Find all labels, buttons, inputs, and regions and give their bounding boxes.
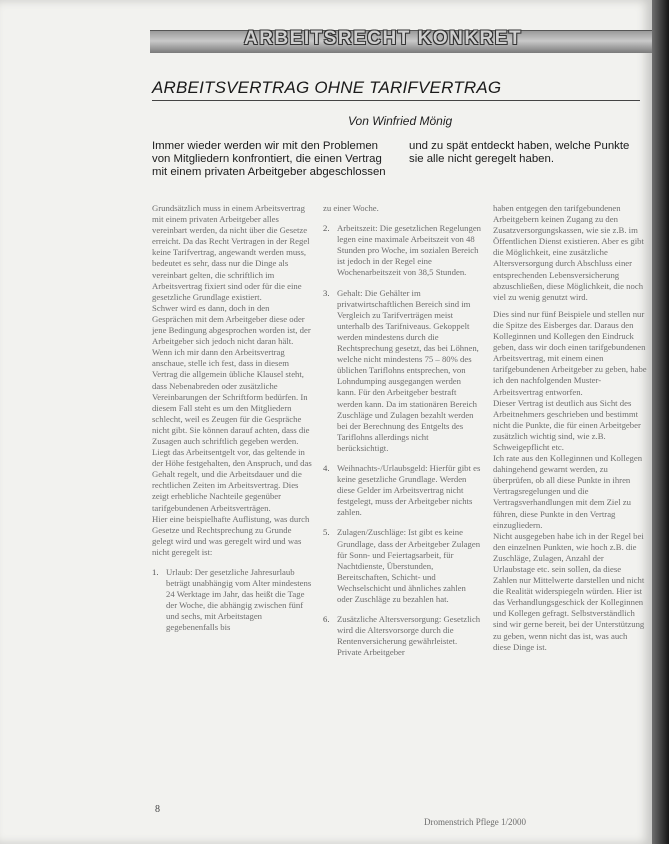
list-item: [323, 223, 481, 278]
paragraph: Nicht ausgegeben habe ich in der Regel bei den einzelnen Punkten, wie hoch z.B. die Zuschläge, Zulagen, Anzahl der Urlaubstage etc. sein sollen, da diese Zahlen nur Mittelwerte darstellen und nicht die Realität widerspiegeln würden. Hier ist das Verhandlungsgeschick der Kolleginnen und Kollegen gefragt. Selbstverständlich sind wir gerne bereit, bei der Unterstützung zu geben, wenn nicht das ist, was auch diese Dinge ist.: [493, 530, 645, 652]
list-number: 2.: [323, 223, 330, 234]
byline: Von Winfried Mönig: [348, 114, 453, 128]
section-title: ARBEITSRECHT KONKRET: [244, 28, 523, 49]
paragraph: haben entgegen den tarifgebundenen Arbeitgebern keinen Zugang zu den Zusatzversorgungskassen, wie sie z.B. im Öffentlichen Dienst existieren. Aber es gibt die Möglichkeit, eine zusätzliche Altersversorgung durch Abschluss einer entsprechenden Lebensversicherung abzuschließen, diese Möglichkeit, die noch viel zu wenig genutzt wird.: [493, 203, 644, 302]
list-item: [152, 567, 312, 634]
paragraph: Dies sind nur fünf Beispiele und stellen nur die Spitze des Eisberges dar. Daraus den Kolleginnen und Kollegen den Eindruck geben, dass wir doch einen tarifgebundenen Arbeitsvertrag, mit einem einen tarifgebundenen Arbeitgeber zu geben, habe ich den nachfolgenden Muster-Arbeitsvertrag entworfen.: [493, 308, 647, 397]
list-number: 5.: [323, 527, 330, 538]
list-number: 6.: [323, 614, 330, 625]
list-item: [323, 288, 481, 454]
list-item-text: Gehalt: Die Gehälter im privatwirtschaftlichen Bereich sind im Vergleich zu Tarifverträgen meist unterhalb des Tarifniveaus. Gekoppelt werden mindestens durch die Rechtsprechung gesetzt, das bei Löhnen, welche nicht mindestens 75 – 80% des üblichen Tariflohns entsprechen, von Lohndumping ausgegangen werden kann. Für den Arbeitgeber bestraft werden kann. Da im stationären Bereich Zuschläge und Zulagen bezahlt werden bei der Berechnung des Entgelts des Tariflohns allerdings nicht berücksichtigt.: [337, 287, 479, 453]
list-item-text: Weihnachts-/Urlaubsgeld: Hierfür gibt es keine gesetzliche Grundlage. Werden diese Gelder im Arbeitsvertrag nicht festgelegt, muss der Arbeitgeber nichts zahlen.: [337, 462, 481, 518]
paragraph: Dieser Vertrag ist deutlich aus Sicht des Arbeitnehmers geschrieben und bestimmt nicht die Punkte, die für einen Arbeitgeber zusätzlich wichtig sind, wie z.B. Schweigepflicht etc.: [493, 397, 641, 452]
intro-right: und zu spät entdeckt haben, welche Punkte sie alle nicht geregelt haben.: [409, 140, 630, 165]
title-rule: [152, 100, 640, 101]
list-item-text: Urlaub: Der gesetzliche Jahresurlaub beträgt unabhängig vom Alter mindestens 24 Werktage im Jahr, das heißt die Tage der Woche, die abhängig zwischen fünf und sechs, mit Arbeitstagen gegebenenfalls bis: [166, 567, 312, 633]
list-number: 3.: [323, 287, 330, 298]
list-number: 1.: [152, 567, 159, 577]
list-item: [323, 463, 481, 518]
list-item-text: Arbeitszeit: Die gesetzlichen Regelungen legen eine maximale Arbeitszeit von 48 Stunden pro Woche, im sozialen Bereich ist jedoch in der Regel eine Wochenarbeitszeit von 38,5 Stunden.: [337, 223, 482, 278]
paragraph: zu einer Woche.: [323, 203, 379, 213]
text-column-3: [493, 203, 647, 653]
article-title: ARBEITSVERTRAG OHNE TARIFVERTRAG: [152, 78, 502, 97]
intro-left: Immer wieder werden wir mit den Problemen von Mitgliedern konfrontiert, die einen Vertrag mit einem privaten Arbeitgeber abgeschlossen: [152, 140, 386, 178]
paragraph: Ich rate aus den Kolleginnen und Kollegen dahingehend gewarnt werden, zu überprüfen, ob all diese Punkte in ihren Vertragsregelungen und die Vertragsverhandlungen mit dem Ziel zu führen, diese Punkte in den Vertrag einzugliedern.: [493, 453, 643, 530]
paragraph: Hier eine beispielhafte Auflistung, was durch Gesetze und Rechtsprechung zu Grunde gelegt wird und was geregelt wird und was nicht geregelt ist:: [152, 513, 310, 557]
list-number: 4.: [323, 462, 330, 473]
paragraph: Grundsätzlich muss in einem Arbeitsvertrag mit einem privaten Arbeitgeber alles vereinbart werden, da nicht über die Gesetze erreicht. Da das Recht Vertragen in der Regel keine Tarifvertrag, angewandt werden muss, bedeutet es sehr, dass nur die Dinge als vereinbart gelten, die schriftlich im Arbeitsvertrag fixiert sind oder für die eine gesetzliche Grundlage existiert.: [152, 203, 310, 302]
list-item: [323, 614, 481, 658]
text-column-2: [323, 203, 481, 658]
list-item: [323, 527, 481, 605]
paragraph: Schwer wird es dann, doch in den Gesprächen mit dem Arbeitgeber diese oder jene Bedingung abgesprochen worden ist, der Arbeitgeber sich jedoch nicht daran hält. Wenn ich mir dann den Arbeitsvertrag anschaue, stelle ich fest, dass in diesem Vertrag die allgemein übliche Klausel steht, dass Nebenabreden oder zusätzliche Vereinbarungen der Schriftform bedürfen. In diesem Fall steht es um den Mitgliedern schlecht, weil es Zeugen für die Gespräche nicht gibt. Sie können darauf achten, dass die Zusagen auch schriftlich gegeben werden. Liegt das Arbeitsentgelt vor, das geltende in der Höhe festgehalten, den Anspruch, und das Gehalt regelt, und die Arbeitsdauer und die rechtlichen Zeiten im Arbeitsvertrag. Dies zeigt erhebliche Nachteile gegenüber tarifgebundenen Arbeitsverträgen.: [152, 302, 312, 513]
magazine-footer: Dromenstrich Pflege 1/2000: [424, 817, 526, 827]
scan-edge: [652, 0, 669, 844]
text-column-1: [152, 203, 312, 634]
list-item-text: Zulagen/Zuschläge: Ist gibt es keine Grundlage, dass der Arbeitgeber Zulagen für Sonn- und Feiertagsarbeit, für Nachtdienste, Überstunden, Bereitschaften, Schicht- und Wechselschicht und ähnliches zahlen oder Zuschläge zu bezahlen hat.: [337, 527, 481, 604]
page-number: 8: [155, 804, 160, 815]
list-item-text: Zusätzliche Altersversorgung: Gesetzlich wird die Altersvorsorge durch die Rentenversicherung gewährleistet. Private Arbeitgeber: [337, 614, 481, 658]
